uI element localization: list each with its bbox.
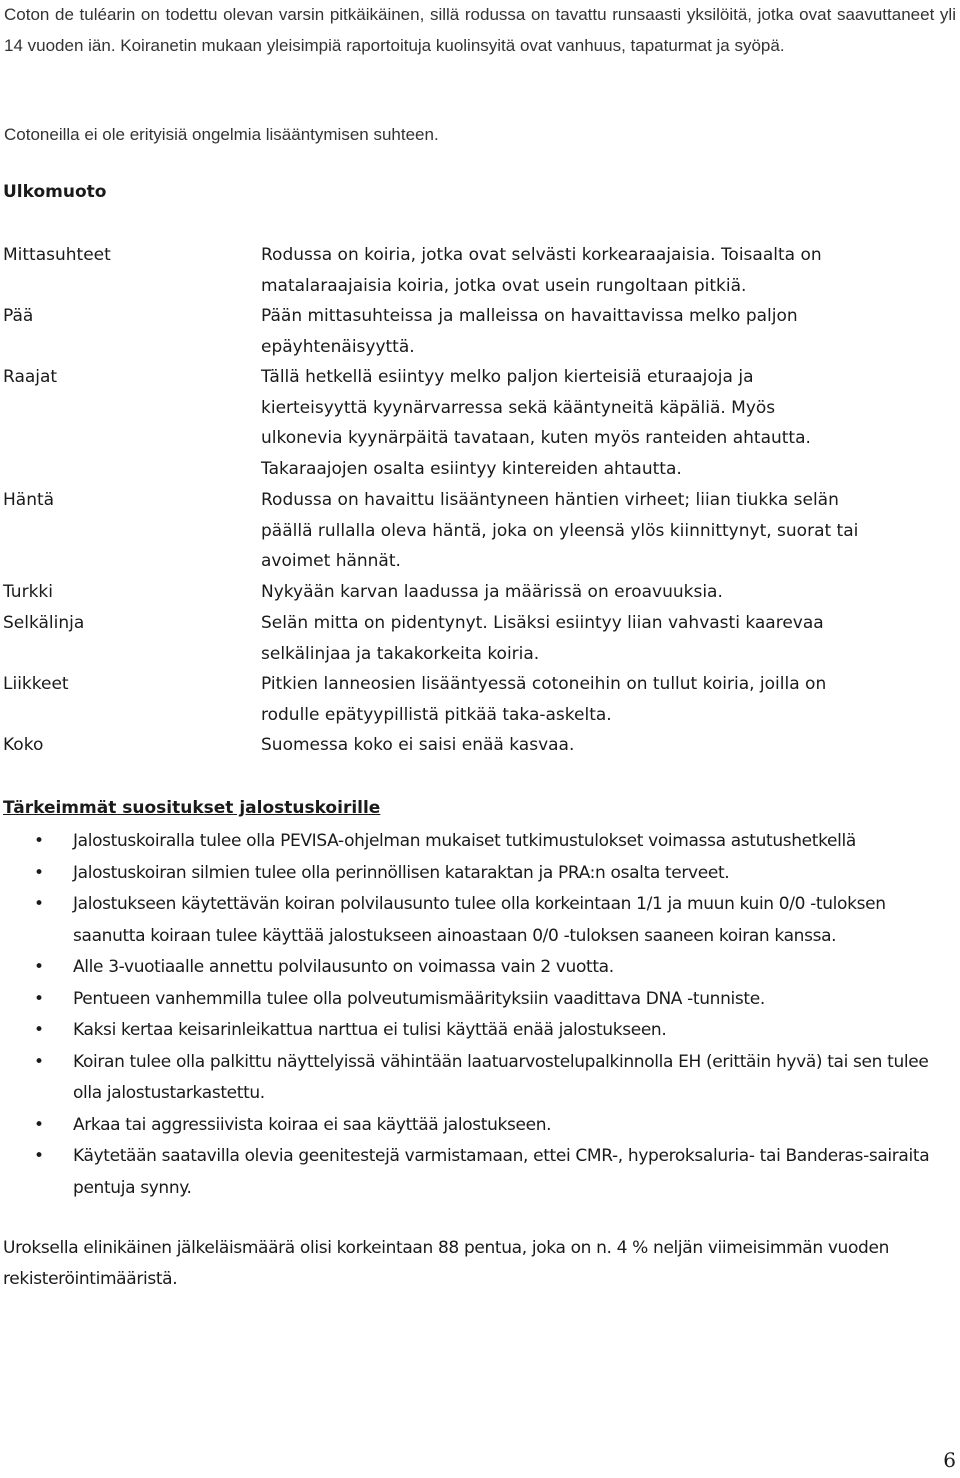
list-item (0, 889, 960, 952)
trait-description: Pään mittasuhteissa ja malleissa on havaittavissa melko paljon epäyhtenäisyyttä. (261, 306, 798, 357)
trait-row (0, 577, 960, 608)
trait-row (0, 240, 960, 301)
trait-description: Rodussa on havaittu lisääntyneen häntien virheet; liian tiukka selän päällä rullalla oleva häntä, joka on yleensä ylös kiinnittynyt, suorat tai avoimet hännät. (261, 490, 859, 572)
intro-paragraph: Coton de tuléarin on todettu olevan varsin pitkäikäinen, sillä rodussa on tavattu runsaasti yksilöitä, jotka ovat saavuttaneet yli 14 vuoden iän. Koiranetin mukaan yleisimpiä raportoituja kuolinsyitä ovat vanhuus, tapaturmat ja syöpä. (4, 5, 956, 55)
list-item (0, 1110, 960, 1142)
trait-row (0, 362, 960, 485)
traits-table (0, 240, 960, 761)
trait-description: Tällä hetkellä esiintyy melko paljon kierteisiä eturaajoja ja kierteisyyttä kyynärvarressa sekä kääntyneitä käpäliä. Myös ulkonevia kyynärpäitä tavataan, kuten myös ranteiden ahtautta. Takaraajojen osalta esiintyy kintereiden ahtautta. (261, 367, 811, 479)
list-item (0, 826, 960, 858)
trait-description: Pitkien lanneosien lisääntyessä cotoneihin on tullut koiria, joilla on rodulle epätyypillistä pitkää taka-askelta. (261, 674, 827, 725)
bullet-icon: • (34, 831, 45, 851)
closing-paragraph: Uroksella elinikäinen jälkeläismäärä olisi korkeintaan 88 pentua, joka on n. 4 % neljän viimeisimmän vuoden rekisteröintimääristä. (3, 1238, 889, 1289)
bullet-icon: • (34, 988, 45, 1009)
recommendation-text: Jalostuskoiralla tulee olla PEVISA-ohjelman mukaiset tutkimustulokset voimassa astutushetkellä (73, 831, 856, 851)
list-item (0, 858, 960, 890)
bullet-icon: • (34, 1051, 45, 1072)
list-item (0, 1015, 960, 1047)
bullet-icon: • (34, 957, 45, 977)
trait-label: Liikkeet (3, 674, 69, 694)
trait-label: Häntä (3, 490, 55, 510)
recommendation-text: Kaksi kertaa keisarinleikattua narttua ei tulisi käyttää enää jalostukseen. (73, 1020, 667, 1040)
list-item (0, 984, 960, 1016)
recommendation-text: Pentueen vanhemmilla tulee olla polveutumismäärityksiin vaadittava DNA -tunniste. (73, 988, 765, 1009)
recommendation-text: Jalostukseen käytettävän koiran polvilausunto tulee olla korkeintaan 1/1 ja muun kuin 0/0 -tuloksen saanutta koiraan tulee käyttää jalostukseen ainoastaan 0/0 -tuloksen saaneen koiran kanssa. (73, 894, 886, 946)
list-item (0, 952, 960, 984)
bullet-icon: • (34, 1114, 45, 1135)
trait-row (0, 669, 960, 730)
recommendations-list (0, 826, 960, 1204)
recommendations-title: Tärkeimmät suositukset jalostuskoirille (3, 798, 381, 818)
trait-label: Mittasuhteet (3, 245, 111, 265)
trait-row (0, 485, 960, 577)
trait-description: Nykyään karvan laadussa ja määrissä on eroavuuksia. (261, 582, 723, 602)
trait-label: Turkki (3, 582, 53, 602)
bullet-icon: • (34, 894, 45, 914)
appearance-heading: Ulkomuoto (3, 182, 107, 202)
fertility-paragraph: Cotoneilla ei ole erityisiä ongelmia lisääntymisen suhteen. (4, 125, 439, 144)
trait-row (0, 301, 960, 362)
trait-label: Koko (3, 735, 44, 755)
recommendation-text: Arkaa tai aggressiivista koiraa ei saa käyttää jalostukseen. (73, 1114, 552, 1135)
recommendation-text: Jalostuskoiran silmien tulee olla perinnöllisen kataraktan ja PRA:n osalta terveet. (73, 862, 730, 883)
trait-description: Rodussa on koiria, jotka ovat selvästi korkearaajaisia. Toisaalta on matalaraajaisia koiria, jotka ovat usein rungoltaan pitkiä. (261, 245, 822, 296)
trait-label: Selkälinja (3, 613, 85, 633)
page-number: 6 (943, 1448, 956, 1472)
bullet-icon: • (34, 862, 45, 883)
trait-row (0, 608, 960, 669)
bullet-icon: • (34, 1146, 45, 1166)
bullet-icon: • (34, 1020, 45, 1040)
trait-label: Raajat (3, 367, 58, 387)
trait-label: Pää (3, 306, 34, 326)
recommendation-text: Käytetään saatavilla olevia geenitestejä varmistamaan, ettei CMR-, hyperoksaluria- tai Banderas-sairaita pentuja synny. (73, 1146, 930, 1198)
trait-description: Selän mitta on pidentynyt. Lisäksi esiintyy liian vahvasti kaarevaa selkälinjaa ja takakorkeita koiria. (261, 613, 824, 664)
list-item (0, 1047, 960, 1110)
trait-row (0, 730, 960, 761)
recommendation-text: Alle 3-vuotiaalle annettu polvilausunto on voimassa vain 2 vuotta. (73, 957, 614, 977)
trait-description: Suomessa koko ei saisi enää kasvaa. (261, 735, 575, 755)
recommendation-text: Koiran tulee olla palkittu näyttelyissä vähintään laatuarvostelupalkinnolla EH (erittäin hyvä) tai sen tulee olla jalostustarkastettu. (73, 1051, 929, 1103)
list-item (0, 1141, 960, 1204)
